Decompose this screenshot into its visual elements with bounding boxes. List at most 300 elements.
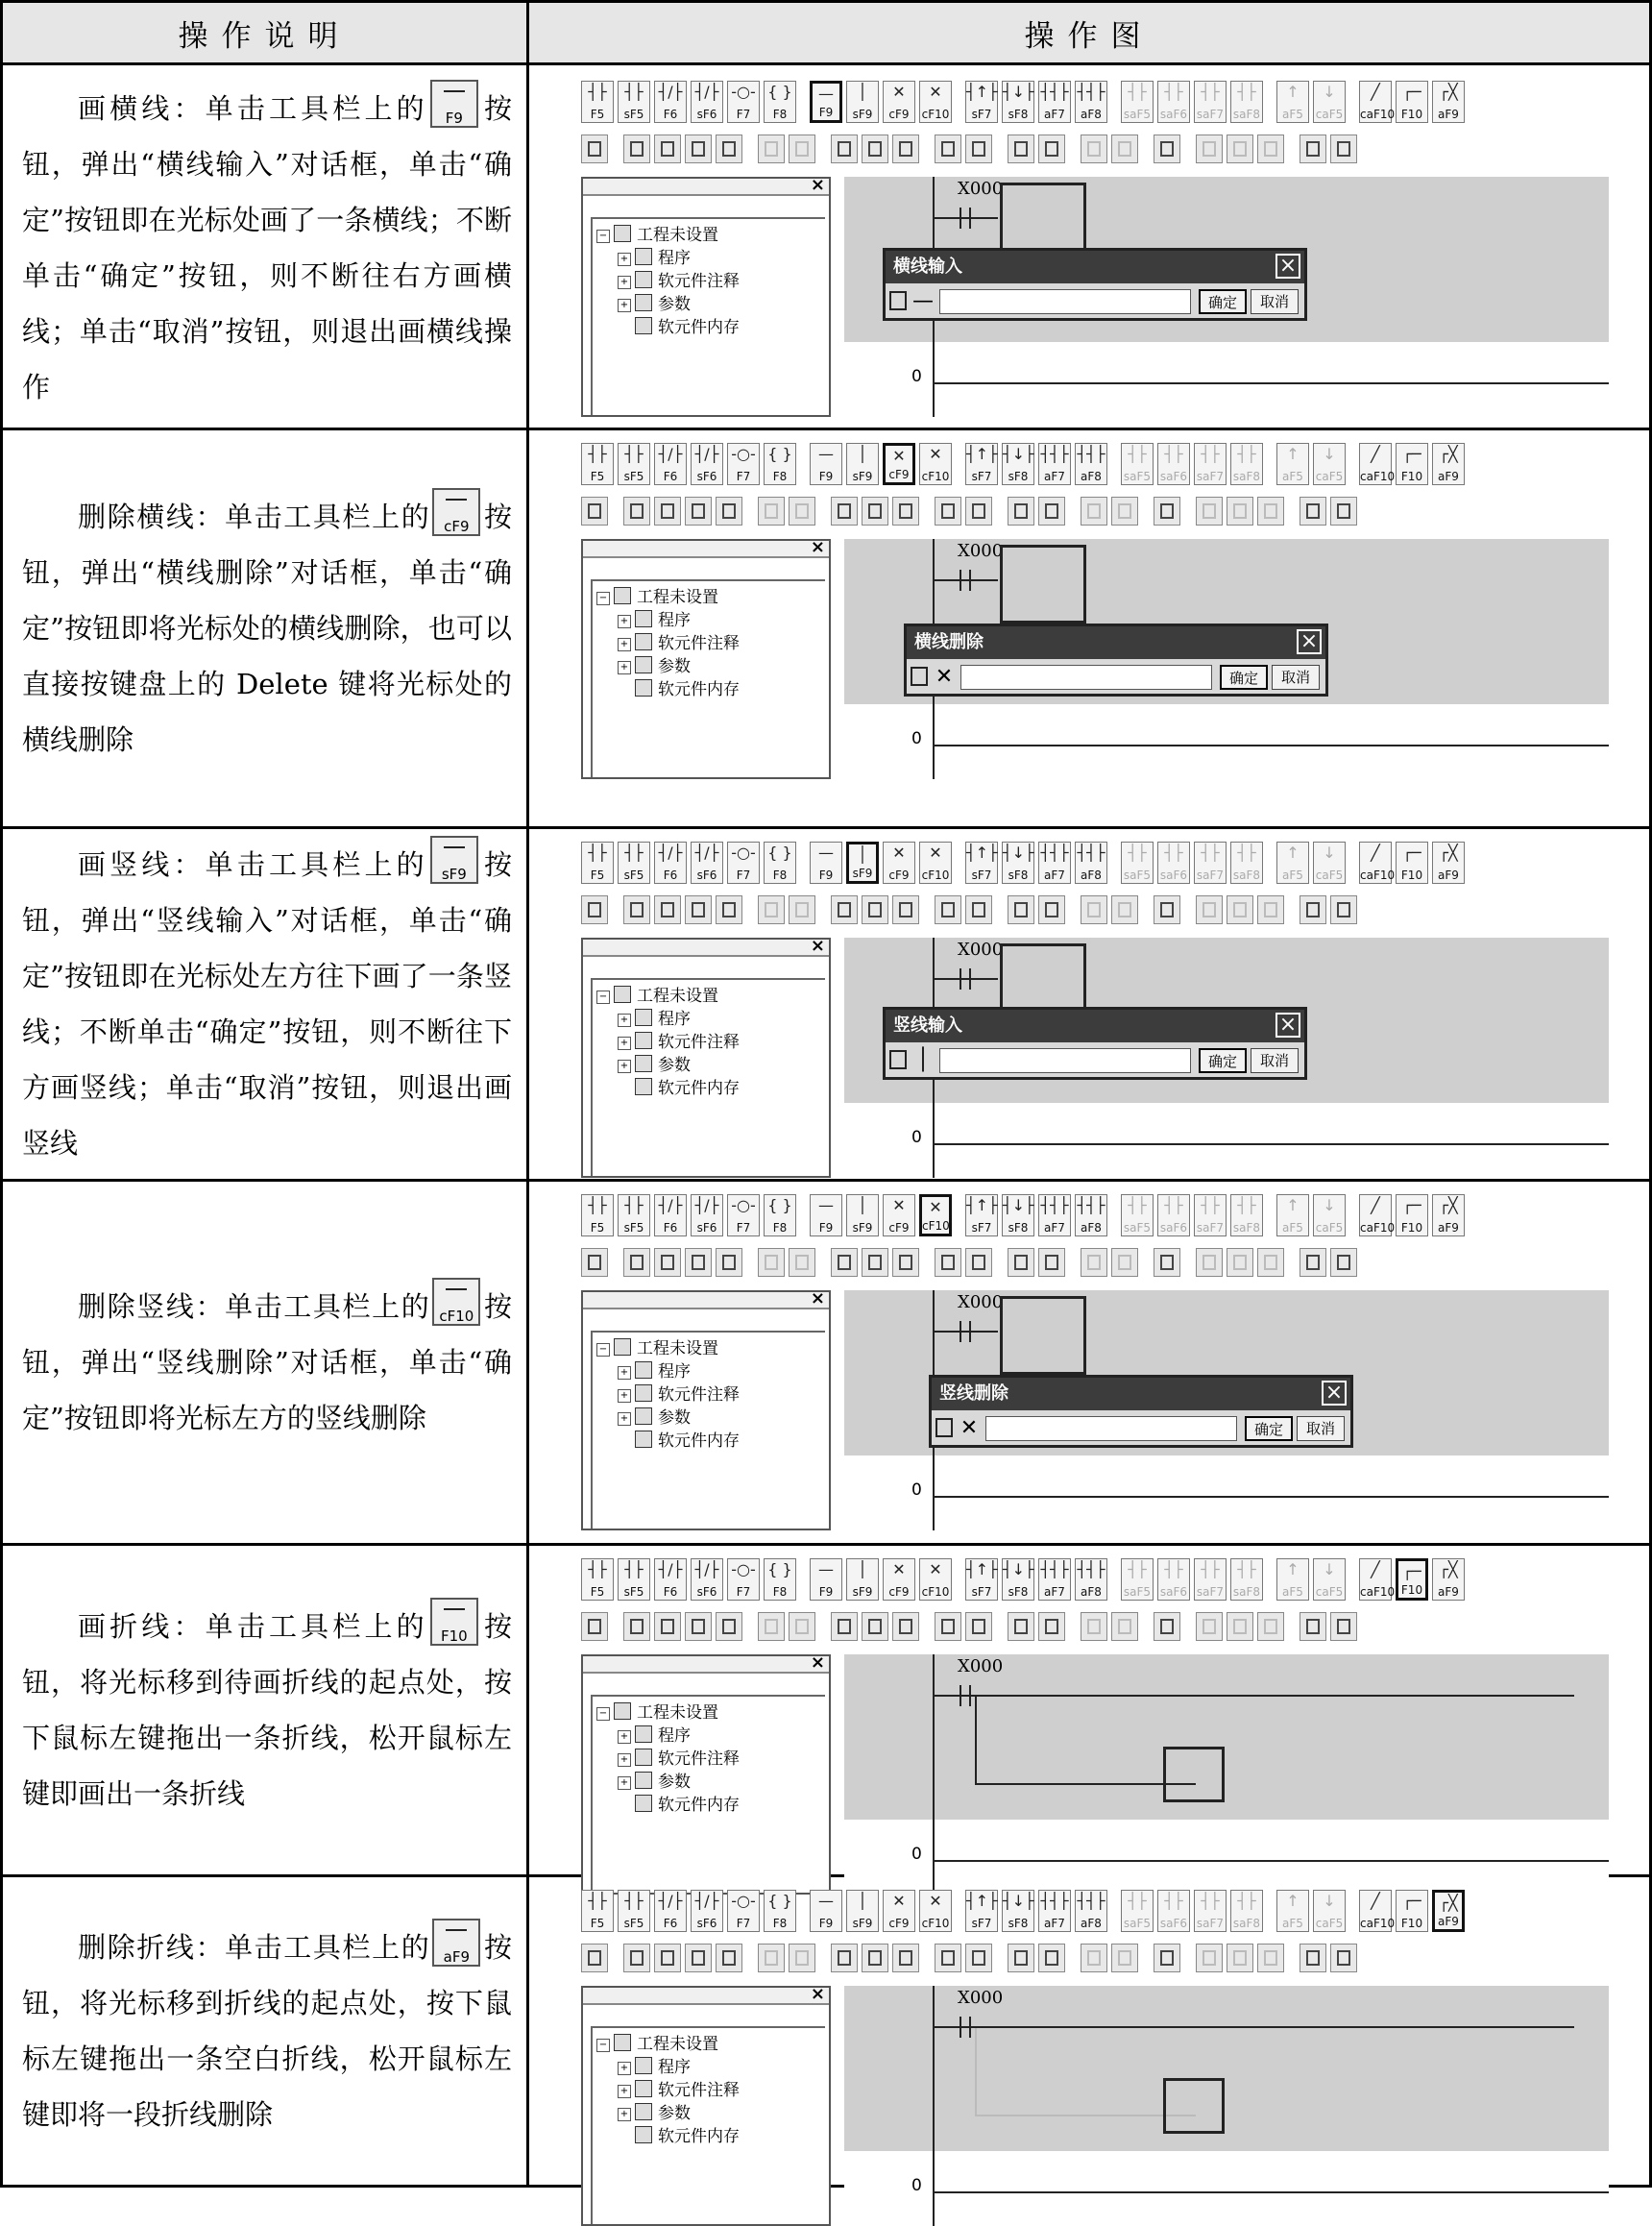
collapse-icon[interactable]: − — [596, 592, 610, 605]
toolbar-tool-icon[interactable] — [581, 895, 608, 924]
toolbar-tool-icon[interactable] — [892, 895, 919, 924]
toolbar-tool-icon[interactable] — [892, 1944, 919, 1972]
toolbar-button-caf10[interactable] — [1359, 1890, 1396, 1932]
toolbar-button-sf9[interactable] — [846, 1890, 879, 1932]
toolbar-tool-icon[interactable] — [623, 497, 650, 526]
expand-icon[interactable]: + — [618, 299, 631, 312]
toolbar-tool-icon[interactable] — [965, 497, 992, 526]
toolbar-button-caf10[interactable] — [1359, 842, 1396, 884]
toolbar-button-cf9[interactable] — [883, 1890, 915, 1932]
tree-item[interactable] — [618, 1005, 691, 1029]
toolbar-tool-icon[interactable] — [1008, 1612, 1034, 1641]
toolbar-tool-icon[interactable] — [758, 1612, 785, 1641]
toolbar-tool-icon[interactable] — [892, 135, 919, 163]
tree-item[interactable] — [618, 1791, 740, 1815]
toolbar-button-sf9[interactable] — [846, 443, 879, 485]
ladder-editor[interactable] — [844, 1986, 1609, 2226]
toolbar-button-cf10[interactable] — [919, 81, 952, 123]
toolbar-button-af8[interactable] — [1075, 842, 1107, 884]
toolbar-tool-icon[interactable] — [862, 1944, 888, 1972]
toolbar-button-sf7[interactable] — [965, 1890, 998, 1932]
toolbar-button-sf5[interactable] — [618, 1890, 650, 1932]
toolbar-button-af7[interactable] — [1038, 842, 1071, 884]
tree-item[interactable] — [618, 1074, 740, 1098]
toolbar-button-f10[interactable] — [1396, 443, 1428, 485]
toolbar-tool-icon[interactable] — [965, 895, 992, 924]
dialog-input-field[interactable] — [939, 1048, 1191, 1073]
tree-item[interactable] — [618, 652, 691, 676]
toolbar-button-sf7[interactable] — [965, 1558, 998, 1601]
ok-button[interactable]: 确定 — [1199, 1048, 1247, 1073]
toolbar-button-saf6[interactable] — [1157, 81, 1190, 123]
toolbar-button-f10[interactable] — [1396, 842, 1428, 884]
toolbar-button-sf8[interactable] — [1002, 1558, 1034, 1601]
toolbar-button-caf5[interactable] — [1313, 1558, 1346, 1601]
toolbar-button-saf7[interactable] — [1194, 81, 1227, 123]
toolbar-tool-icon[interactable] — [862, 895, 888, 924]
toolbar-button-f6[interactable] — [654, 1558, 687, 1601]
toolbar-button-f8[interactable] — [764, 1558, 796, 1601]
toolbar-button-caf5[interactable] — [1313, 81, 1346, 123]
toolbar-tool-icon[interactable] — [1111, 1248, 1138, 1277]
toolbar-button-af7[interactable] — [1038, 1558, 1071, 1601]
toolbar-button-af8[interactable] — [1075, 443, 1107, 485]
contact-x000[interactable] — [935, 1331, 998, 1333]
toolbar-tool-icon[interactable] — [581, 497, 608, 526]
tree-item[interactable] — [618, 1427, 740, 1451]
toolbar-button-sf8[interactable] — [1002, 81, 1034, 123]
toolbar-tool-icon[interactable] — [1300, 497, 1326, 526]
toolbar-tool-icon[interactable] — [1227, 1944, 1253, 1972]
dialog-close-icon[interactable]: × — [1297, 629, 1322, 654]
toolbar-button-f5[interactable] — [581, 842, 614, 884]
toolbar-tool-icon[interactable] — [654, 497, 681, 526]
toolbar-tool-icon[interactable] — [623, 1612, 650, 1641]
toolbar-button-cf10[interactable] — [919, 1194, 952, 1236]
toolbar-tool-icon[interactable] — [1300, 1612, 1326, 1641]
toolbar-button-f9[interactable] — [810, 842, 842, 884]
toolbar-tool-icon[interactable] — [935, 1944, 961, 1972]
expand-icon[interactable]: + — [618, 2108, 631, 2121]
toolbar-tool-icon[interactable] — [716, 895, 742, 924]
toolbar-tool-icon[interactable] — [1111, 1612, 1138, 1641]
toolbar-tool-icon[interactable] — [1038, 895, 1065, 924]
toolbar-button-sf5[interactable] — [618, 1194, 650, 1236]
toolbar-tool-icon[interactable] — [623, 1944, 650, 1972]
toolbar-button-af9[interactable] — [1432, 1890, 1465, 1932]
toolbar-tool-icon[interactable] — [1227, 135, 1253, 163]
toolbar-tool-icon[interactable] — [581, 135, 608, 163]
expand-icon[interactable]: + — [618, 661, 631, 674]
toolbar-tool-icon[interactable] — [1111, 1944, 1138, 1972]
toolbar-button-af9[interactable] — [1432, 1558, 1465, 1601]
expand-icon[interactable]: + — [618, 2062, 631, 2075]
toolbar-tool-icon[interactable] — [789, 895, 815, 924]
tree-item[interactable] — [618, 1028, 740, 1052]
toolbar-button-f5[interactable] — [581, 81, 614, 123]
toolbar-tool-icon[interactable] — [1038, 135, 1065, 163]
toolbar-button-f6[interactable] — [654, 1194, 687, 1236]
toolbar-button-caf5[interactable] — [1313, 443, 1346, 485]
dialog-close-icon[interactable]: × — [1275, 1013, 1300, 1038]
toolbar-tool-icon[interactable] — [892, 1612, 919, 1641]
contact-x000[interactable] — [935, 217, 998, 219]
toolbar-tool-icon[interactable] — [789, 497, 815, 526]
tree-item[interactable] — [618, 2099, 691, 2123]
toolbar-button-saf5[interactable] — [1121, 1194, 1154, 1236]
tree-item[interactable] — [618, 1745, 740, 1769]
toolbar-button-sf6[interactable] — [691, 842, 723, 884]
expand-icon[interactable]: + — [618, 1776, 631, 1790]
toolbar-button-saf5[interactable] — [1121, 1890, 1154, 1932]
toolbar-button-cf9[interactable] — [883, 1194, 915, 1236]
toolbar-button-af5[interactable] — [1276, 1558, 1309, 1601]
toolbar-tool-icon[interactable] — [623, 1248, 650, 1277]
toolbar-tool-icon[interactable] — [1008, 1944, 1034, 1972]
tree-item[interactable] — [618, 2122, 740, 2146]
toolbar-tool-icon[interactable] — [623, 895, 650, 924]
tree-item[interactable] — [618, 2076, 740, 2100]
toolbar-tool-icon[interactable] — [789, 1612, 815, 1641]
close-icon[interactable]: × — [810, 1288, 825, 1309]
toolbar-tool-icon[interactable] — [862, 1612, 888, 1641]
toolbar-button-caf10[interactable] — [1359, 1194, 1396, 1236]
toolbar-tool-icon[interactable] — [831, 1248, 858, 1277]
toolbar-tool-icon[interactable] — [1038, 497, 1065, 526]
toolbar-tool-icon[interactable] — [685, 497, 712, 526]
toolbar-button-af5[interactable] — [1276, 1194, 1309, 1236]
toolbar-button-f10[interactable] — [1396, 1194, 1428, 1236]
toolbar-button-af9[interactable] — [1432, 842, 1465, 884]
toolbar-button-caf10[interactable] — [1359, 81, 1396, 123]
toolbar-button-f5[interactable] — [581, 443, 614, 485]
toolbar-tool-icon[interactable] — [1008, 135, 1034, 163]
ok-button[interactable]: 确定 — [1245, 1416, 1293, 1441]
tree-item[interactable] — [618, 1381, 740, 1405]
toolbar-tool-icon[interactable] — [685, 135, 712, 163]
toolbar-tool-icon[interactable] — [1081, 895, 1107, 924]
toolbar-tool-icon[interactable] — [1257, 895, 1284, 924]
toolbar-tool-icon[interactable] — [1081, 1248, 1107, 1277]
toolbar-button-f9[interactable] — [810, 1558, 842, 1601]
collapse-icon[interactable]: − — [596, 2039, 610, 2052]
toolbar-button-f6[interactable] — [654, 81, 687, 123]
toolbar-button-af7[interactable] — [1038, 1890, 1071, 1932]
ok-button[interactable]: 确定 — [1220, 665, 1268, 690]
toolbar-tool-icon[interactable] — [1330, 135, 1357, 163]
toolbar-button-f6[interactable] — [654, 842, 687, 884]
toolbar-button-af8[interactable] — [1075, 1194, 1107, 1236]
dialog-close-icon[interactable]: × — [1275, 254, 1300, 279]
toolbar-button-saf7[interactable] — [1194, 1558, 1227, 1601]
toolbar-button-f9[interactable] — [810, 443, 842, 485]
toolbar-tool-icon[interactable] — [1227, 1612, 1253, 1641]
toolbar-button-f7[interactable] — [727, 1558, 760, 1601]
tree-item[interactable] — [618, 1768, 691, 1792]
contact-x000[interactable] — [935, 1695, 998, 1697]
toolbar-tool-icon[interactable] — [1257, 497, 1284, 526]
toolbar-button-af7[interactable] — [1038, 443, 1071, 485]
tree-root-item[interactable] — [596, 982, 718, 1006]
close-icon[interactable]: × — [810, 1984, 825, 2004]
tree-root-item[interactable] — [596, 1334, 718, 1358]
toolbar-button-af9[interactable] — [1432, 1194, 1465, 1236]
toolbar-button-sf8[interactable] — [1002, 842, 1034, 884]
toolbar-tool-icon[interactable] — [1257, 1612, 1284, 1641]
toolbar-button-f9[interactable] — [810, 1890, 842, 1932]
toolbar-button-saf5[interactable] — [1121, 443, 1154, 485]
toolbar-tool-icon[interactable] — [1154, 1612, 1180, 1641]
toolbar-tool-icon[interactable] — [789, 135, 815, 163]
toolbar-tool-icon[interactable] — [716, 1248, 742, 1277]
toolbar-button-f7[interactable] — [727, 1194, 760, 1236]
tree-item[interactable] — [618, 1051, 691, 1075]
collapse-icon[interactable]: − — [596, 230, 610, 243]
toolbar-button-saf8[interactable] — [1230, 1890, 1263, 1932]
toolbar-button-sf8[interactable] — [1002, 1890, 1034, 1932]
toolbar-tool-icon[interactable] — [1330, 497, 1357, 526]
toolbar-button-saf7[interactable] — [1194, 1890, 1227, 1932]
toolbar-tool-icon[interactable] — [1008, 1248, 1034, 1277]
toolbar-button-f10[interactable] — [1396, 81, 1428, 123]
toolbar-button-af8[interactable] — [1075, 1890, 1107, 1932]
toolbar-tool-icon[interactable] — [1300, 1248, 1326, 1277]
toolbar-tool-icon[interactable] — [862, 497, 888, 526]
expand-icon[interactable]: + — [618, 1412, 631, 1426]
toolbar-button-saf5[interactable] — [1121, 1558, 1154, 1601]
toolbar-button-sf8[interactable] — [1002, 1194, 1034, 1236]
toolbar-tool-icon[interactable] — [1227, 1248, 1253, 1277]
toolbar-button-cf9[interactable] — [883, 443, 915, 485]
toolbar-tool-icon[interactable] — [789, 1944, 815, 1972]
toolbar-tool-icon[interactable] — [1154, 1248, 1180, 1277]
toolbar-tool-icon[interactable] — [1330, 1944, 1357, 1972]
toolbar-button-sf6[interactable] — [691, 443, 723, 485]
toolbar-tool-icon[interactable] — [831, 895, 858, 924]
toolbar-button-af7[interactable] — [1038, 81, 1071, 123]
cancel-button[interactable]: 取消 — [1297, 1416, 1345, 1441]
tree-item[interactable] — [618, 267, 740, 291]
toolbar-button-cf9[interactable] — [883, 1558, 915, 1601]
toolbar-tool-icon[interactable] — [685, 1612, 712, 1641]
toolbar-tool-icon[interactable] — [716, 1944, 742, 1972]
toolbar-tool-icon[interactable] — [654, 135, 681, 163]
collapse-icon[interactable]: − — [596, 991, 610, 1004]
dialog-close-icon[interactable]: × — [1322, 1381, 1347, 1406]
toolbar-tool-icon[interactable] — [1154, 1944, 1180, 1972]
tree-item[interactable] — [618, 2053, 691, 2077]
toolbar-tool-icon[interactable] — [1300, 895, 1326, 924]
toolbar-tool-icon[interactable] — [685, 1944, 712, 1972]
tree-item[interactable] — [618, 290, 691, 314]
toolbar-tool-icon[interactable] — [654, 1612, 681, 1641]
toolbar-tool-icon[interactable] — [758, 1944, 785, 1972]
toolbar-tool-icon[interactable] — [1154, 895, 1180, 924]
toolbar-button-af5[interactable] — [1276, 1890, 1309, 1932]
tree-root-item[interactable] — [596, 2030, 718, 2054]
toolbar-button-f7[interactable] — [727, 1890, 760, 1932]
toolbar-tool-icon[interactable] — [892, 1248, 919, 1277]
toolbar-button-saf6[interactable] — [1157, 842, 1190, 884]
toolbar-button-af9[interactable] — [1432, 81, 1465, 123]
toolbar-tool-icon[interactable] — [654, 1944, 681, 1972]
toolbar-tool-icon[interactable] — [831, 497, 858, 526]
toolbar-tool-icon[interactable] — [789, 1248, 815, 1277]
toolbar-button-sf6[interactable] — [691, 81, 723, 123]
toolbar-tool-icon[interactable] — [1196, 1944, 1223, 1972]
toolbar-button-af9[interactable] — [1432, 443, 1465, 485]
toolbar-tool-icon[interactable] — [935, 135, 961, 163]
dialog-input-field[interactable] — [985, 1416, 1237, 1441]
toolbar-button-sf7[interactable] — [965, 443, 998, 485]
toolbar-button-af5[interactable] — [1276, 81, 1309, 123]
toolbar-tool-icon[interactable] — [1154, 497, 1180, 526]
toolbar-tool-icon[interactable] — [1038, 1248, 1065, 1277]
toolbar-button-saf5[interactable] — [1121, 81, 1154, 123]
collapse-icon[interactable]: − — [596, 1707, 610, 1721]
toolbar-tool-icon[interactable] — [965, 1612, 992, 1641]
expand-icon[interactable]: + — [618, 2085, 631, 2098]
toolbar-button-f10[interactable] — [1396, 1890, 1428, 1932]
expand-icon[interactable]: + — [618, 1366, 631, 1380]
toolbar-button-f8[interactable] — [764, 842, 796, 884]
toolbar-tool-icon[interactable] — [1196, 497, 1223, 526]
toolbar-button-af7[interactable] — [1038, 1194, 1071, 1236]
toolbar-tool-icon[interactable] — [1154, 135, 1180, 163]
toolbar-tool-icon[interactable] — [1038, 1944, 1065, 1972]
toolbar-button-saf8[interactable] — [1230, 81, 1263, 123]
toolbar-button-sf7[interactable] — [965, 842, 998, 884]
toolbar-button-cf9[interactable] — [883, 81, 915, 123]
toolbar-tool-icon[interactable] — [862, 135, 888, 163]
toolbar-tool-icon[interactable] — [965, 135, 992, 163]
toolbar-tool-icon[interactable] — [1081, 497, 1107, 526]
toolbar-button-f7[interactable] — [727, 443, 760, 485]
toolbar-tool-icon[interactable] — [716, 135, 742, 163]
toolbar-tool-icon[interactable] — [831, 1944, 858, 1972]
close-icon[interactable]: × — [810, 175, 825, 195]
toolbar-button-saf7[interactable] — [1194, 443, 1227, 485]
toolbar-tool-icon[interactable] — [965, 1248, 992, 1277]
toolbar-button-f6[interactable] — [654, 1890, 687, 1932]
expand-icon[interactable]: + — [618, 638, 631, 651]
toolbar-tool-icon[interactable] — [1300, 135, 1326, 163]
toolbar-button-sf7[interactable] — [965, 1194, 998, 1236]
toolbar-tool-icon[interactable] — [1257, 1248, 1284, 1277]
toolbar-button-sf8[interactable] — [1002, 443, 1034, 485]
toolbar-button-sf5[interactable] — [618, 443, 650, 485]
toolbar-tool-icon[interactable] — [1227, 895, 1253, 924]
toolbar-button-sf9[interactable] — [846, 81, 879, 123]
toolbar-tool-icon[interactable] — [685, 895, 712, 924]
toolbar-button-f7[interactable] — [727, 81, 760, 123]
toolbar-tool-icon[interactable] — [1330, 895, 1357, 924]
toolbar-tool-icon[interactable] — [654, 895, 681, 924]
toolbar-button-saf8[interactable] — [1230, 443, 1263, 485]
expand-icon[interactable]: + — [618, 276, 631, 289]
toolbar-tool-icon[interactable] — [831, 135, 858, 163]
toolbar-button-saf6[interactable] — [1157, 443, 1190, 485]
toolbar-button-saf5[interactable] — [1121, 842, 1154, 884]
expand-icon[interactable]: + — [618, 615, 631, 628]
toolbar-button-af8[interactable] — [1075, 81, 1107, 123]
toolbar-tool-icon[interactable] — [1227, 497, 1253, 526]
toolbar-button-caf10[interactable] — [1359, 443, 1396, 485]
toolbar-button-f8[interactable] — [764, 81, 796, 123]
toolbar-tool-icon[interactable] — [1038, 1612, 1065, 1641]
toolbar-tool-icon[interactable] — [581, 1248, 608, 1277]
toolbar-button-f9[interactable] — [810, 81, 842, 123]
toolbar-button-f7[interactable] — [727, 842, 760, 884]
toolbar-button-sf9[interactable] — [846, 842, 879, 884]
toolbar-button-saf6[interactable] — [1157, 1890, 1190, 1932]
toolbar-button-sf5[interactable] — [618, 1558, 650, 1601]
toolbar-button-sf7[interactable] — [965, 81, 998, 123]
tree-item[interactable] — [618, 1722, 691, 1746]
dialog-input-field[interactable] — [960, 665, 1212, 690]
toolbar-button-f8[interactable] — [764, 1194, 796, 1236]
toolbar-button-caf5[interactable] — [1313, 1890, 1346, 1932]
toolbar-tool-icon[interactable] — [716, 1612, 742, 1641]
ok-button[interactable]: 确定 — [1199, 289, 1247, 314]
toolbar-button-cf10[interactable] — [919, 1558, 952, 1601]
toolbar-button-caf5[interactable] — [1313, 1194, 1346, 1236]
cancel-button[interactable]: 取消 — [1251, 289, 1299, 314]
toolbar-tool-icon[interactable] — [1081, 135, 1107, 163]
toolbar-button-cf10[interactable] — [919, 842, 952, 884]
toolbar-button-af8[interactable] — [1075, 1558, 1107, 1601]
toolbar-tool-icon[interactable] — [1111, 497, 1138, 526]
close-icon[interactable]: × — [810, 936, 825, 956]
toolbar-tool-icon[interactable] — [1196, 1248, 1223, 1277]
toolbar-tool-icon[interactable] — [935, 1612, 961, 1641]
toolbar-button-saf7[interactable] — [1194, 842, 1227, 884]
toolbar-button-f8[interactable] — [764, 443, 796, 485]
toolbar-button-f5[interactable] — [581, 1194, 614, 1236]
tree-item[interactable] — [618, 606, 691, 630]
tree-item[interactable] — [618, 313, 740, 337]
toolbar-tool-icon[interactable] — [1196, 895, 1223, 924]
toolbar-button-f5[interactable] — [581, 1558, 614, 1601]
tree-item[interactable] — [618, 244, 691, 268]
collapse-icon[interactable]: − — [596, 1343, 610, 1357]
toolbar-button-saf8[interactable] — [1230, 1558, 1263, 1601]
toolbar-button-f8[interactable] — [764, 1890, 796, 1932]
toolbar-button-saf8[interactable] — [1230, 842, 1263, 884]
toolbar-button-caf10[interactable] — [1359, 1558, 1396, 1601]
expand-icon[interactable]: + — [618, 1730, 631, 1744]
toolbar-tool-icon[interactable] — [654, 1248, 681, 1277]
toolbar-tool-icon[interactable] — [831, 1612, 858, 1641]
toolbar-tool-icon[interactable] — [1196, 1612, 1223, 1641]
contact-x000[interactable] — [935, 978, 998, 980]
cancel-button[interactable]: 取消 — [1272, 665, 1320, 690]
toolbar-button-saf7[interactable] — [1194, 1194, 1227, 1236]
toolbar-tool-icon[interactable] — [1300, 1944, 1326, 1972]
toolbar-tool-icon[interactable] — [1257, 1944, 1284, 1972]
toolbar-tool-icon[interactable] — [1196, 135, 1223, 163]
toolbar-button-cf10[interactable] — [919, 443, 952, 485]
toolbar-button-sf5[interactable] — [618, 81, 650, 123]
tree-root-item[interactable] — [596, 221, 718, 245]
toolbar-tool-icon[interactable] — [1008, 895, 1034, 924]
toolbar-button-f10[interactable] — [1396, 1558, 1428, 1601]
toolbar-tool-icon[interactable] — [623, 135, 650, 163]
tree-item[interactable] — [618, 1358, 691, 1382]
toolbar-button-saf6[interactable] — [1157, 1194, 1190, 1236]
toolbar-tool-icon[interactable] — [1008, 497, 1034, 526]
expand-icon[interactable]: + — [618, 1753, 631, 1767]
